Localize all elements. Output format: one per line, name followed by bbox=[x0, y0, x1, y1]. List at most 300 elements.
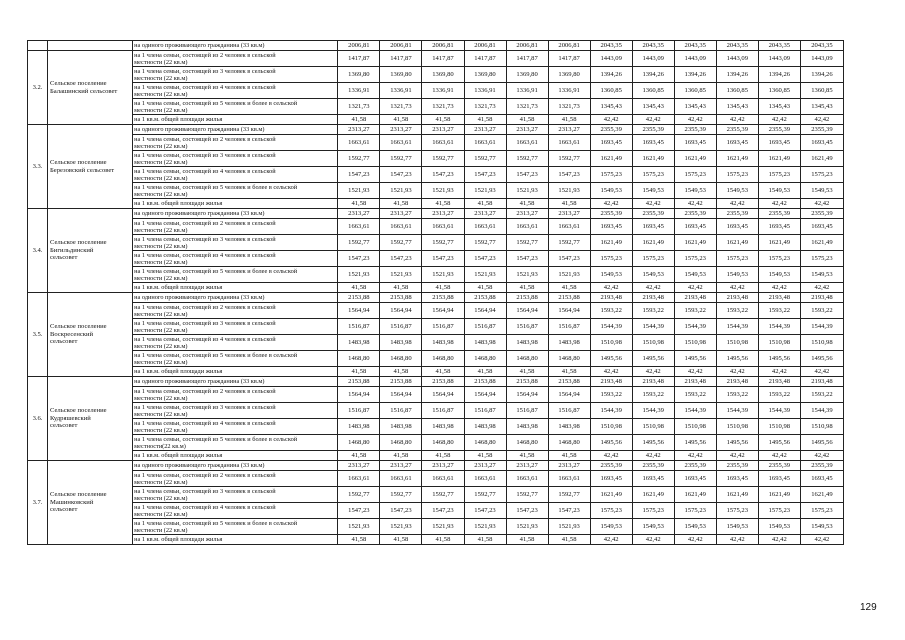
value-cell: 1592,77 bbox=[548, 151, 590, 167]
value-cell: 1693,45 bbox=[758, 219, 800, 235]
value-cell: 1592,77 bbox=[422, 487, 464, 503]
value-cell: 1468,80 bbox=[464, 435, 506, 451]
value-cell: 1521,93 bbox=[506, 267, 548, 283]
table-row bbox=[28, 451, 844, 461]
table-row bbox=[28, 99, 844, 115]
value-cell: 2355,39 bbox=[632, 461, 674, 471]
value-cell: 41,58 bbox=[422, 115, 464, 125]
row-description-line: на 1 кв.м. общей площади жилья bbox=[134, 116, 223, 123]
table-row bbox=[28, 167, 844, 183]
value-cell: 1547,23 bbox=[338, 503, 380, 519]
value-cell: 1549,53 bbox=[758, 183, 800, 199]
table-row bbox=[28, 351, 844, 367]
value-cell: 1693,45 bbox=[758, 471, 800, 487]
value-cell: 1443,09 bbox=[590, 51, 632, 67]
value-cell: 1575,23 bbox=[632, 167, 674, 183]
value-cell: 1417,87 bbox=[464, 51, 506, 67]
value-cell: 1575,23 bbox=[758, 167, 800, 183]
value-cell: 1516,87 bbox=[380, 319, 422, 335]
value-cell: 1495,56 bbox=[758, 351, 800, 367]
row-description-line: на 1 члена семьи, состоящей из 5 человек и более в сельской bbox=[134, 183, 298, 191]
value-cell: 2153,88 bbox=[464, 293, 506, 303]
value-cell: 2153,88 bbox=[338, 377, 380, 387]
value-cell: 41,58 bbox=[422, 199, 464, 209]
value-cell: 1360,85 bbox=[632, 83, 674, 99]
value-cell: 1593,22 bbox=[632, 303, 674, 319]
value-cell: 41,58 bbox=[464, 367, 506, 377]
row-description-line: на 1 кв.м. общей площади жилья bbox=[134, 200, 223, 207]
value-cell: 1592,77 bbox=[464, 235, 506, 251]
value-cell: 41,58 bbox=[380, 283, 422, 293]
value-cell: 1663,61 bbox=[548, 471, 590, 487]
value-cell: 1592,77 bbox=[464, 487, 506, 503]
value-cell: 1547,23 bbox=[464, 503, 506, 519]
value-cell: 1321,73 bbox=[338, 99, 380, 115]
value-cell: 2153,88 bbox=[464, 377, 506, 387]
value-cell: 42,42 bbox=[716, 115, 758, 125]
value-cell: 1345,43 bbox=[632, 99, 674, 115]
row-description-line: местности (22 кв.м) bbox=[134, 190, 188, 198]
value-cell: 1547,23 bbox=[548, 167, 590, 183]
value-cell: 1663,61 bbox=[464, 135, 506, 151]
value-cell: 1549,53 bbox=[674, 183, 716, 199]
value-cell: 1663,61 bbox=[338, 135, 380, 151]
value-cell: 1521,93 bbox=[380, 267, 422, 283]
row-description-line: на 1 члена семьи, состоящей из 3 человек в сельской bbox=[134, 319, 276, 327]
value-cell: 1394,26 bbox=[758, 67, 800, 83]
value-cell: 42,42 bbox=[716, 199, 758, 209]
value-cell: 2193,48 bbox=[590, 293, 632, 303]
value-cell: 42,42 bbox=[758, 367, 800, 377]
table-row bbox=[28, 471, 844, 487]
value-cell: 42,42 bbox=[632, 283, 674, 293]
value-cell: 2043,35 bbox=[800, 41, 843, 51]
value-cell: 2006,81 bbox=[548, 41, 590, 51]
value-cell: 1468,80 bbox=[464, 351, 506, 367]
value-cell: 42,42 bbox=[674, 451, 716, 461]
value-cell: 1547,23 bbox=[506, 167, 548, 183]
value-cell: 1468,80 bbox=[380, 435, 422, 451]
value-cell: 1549,53 bbox=[716, 267, 758, 283]
value-cell: 2313,27 bbox=[338, 209, 380, 219]
value-cell: 1483,98 bbox=[548, 419, 590, 435]
value-cell: 41,58 bbox=[506, 283, 548, 293]
value-cell: 1417,87 bbox=[548, 51, 590, 67]
row-description-line: местности (22 кв.м) bbox=[134, 58, 188, 66]
section-code: 3.3. bbox=[28, 125, 48, 209]
value-cell: 1593,22 bbox=[716, 387, 758, 403]
value-cell: 2153,88 bbox=[548, 377, 590, 387]
value-cell: 1564,94 bbox=[380, 387, 422, 403]
value-cell: 2355,39 bbox=[800, 209, 843, 219]
row-description-line: на 1 члена семьи, состоящей из 4 человек в сельской bbox=[134, 503, 276, 511]
section-name-line: сельсовет bbox=[50, 254, 78, 262]
value-cell: 1663,61 bbox=[422, 135, 464, 151]
value-cell: 1495,56 bbox=[590, 435, 632, 451]
value-cell: 1483,98 bbox=[506, 419, 548, 435]
value-cell: 1495,56 bbox=[758, 435, 800, 451]
value-cell: 42,42 bbox=[800, 451, 843, 461]
value-cell: 1360,85 bbox=[716, 83, 758, 99]
value-cell: 1592,77 bbox=[506, 487, 548, 503]
value-cell: 1693,45 bbox=[590, 219, 632, 235]
value-cell: 42,42 bbox=[800, 115, 843, 125]
value-cell: 41,58 bbox=[548, 451, 590, 461]
row-description-line: местности (22 кв.м) bbox=[134, 174, 188, 182]
table-row bbox=[28, 125, 844, 135]
value-cell: 1547,23 bbox=[422, 167, 464, 183]
value-cell: 1693,45 bbox=[632, 135, 674, 151]
value-cell: 1521,93 bbox=[548, 267, 590, 283]
value-cell: 1547,23 bbox=[464, 167, 506, 183]
row-description bbox=[133, 303, 338, 319]
row-description bbox=[133, 51, 338, 67]
value-cell: 1521,93 bbox=[380, 183, 422, 199]
value-cell: 1336,91 bbox=[422, 83, 464, 99]
value-cell: 2355,39 bbox=[674, 461, 716, 471]
value-cell: 1663,61 bbox=[506, 219, 548, 235]
value-cell: 1621,49 bbox=[674, 487, 716, 503]
value-cell: 1345,43 bbox=[716, 99, 758, 115]
row-description-line: местности (22 кв.м) bbox=[134, 410, 188, 418]
row-description-line: на 1 члена семьи, состоящей из 3 человек в сельской bbox=[134, 67, 276, 75]
value-cell: 2193,48 bbox=[800, 377, 843, 387]
row-description-line: на 1 члена семьи, состоящей из 3 человек в сельской bbox=[134, 235, 276, 243]
row-description-line: на 1 члена семьи, состоящей из 5 человек и более в сельской bbox=[134, 351, 298, 359]
value-cell: 1369,80 bbox=[422, 67, 464, 83]
value-cell: 2313,27 bbox=[338, 461, 380, 471]
value-cell: 1549,53 bbox=[716, 519, 758, 535]
row-description bbox=[133, 219, 338, 235]
value-cell: 1516,87 bbox=[548, 403, 590, 419]
value-cell: 1483,98 bbox=[338, 419, 380, 435]
row-description-line: на 1 кв.м. общей площади жилья bbox=[134, 536, 223, 543]
value-cell: 1693,45 bbox=[674, 219, 716, 235]
value-cell: 2355,39 bbox=[716, 461, 758, 471]
value-cell: 2355,39 bbox=[758, 461, 800, 471]
value-cell: 42,42 bbox=[590, 283, 632, 293]
value-cell: 1547,23 bbox=[506, 251, 548, 267]
table-row bbox=[28, 387, 844, 403]
value-cell: 42,42 bbox=[758, 451, 800, 461]
value-cell: 1417,87 bbox=[422, 51, 464, 67]
value-cell: 41,58 bbox=[380, 451, 422, 461]
row-description-line: местности (22 кв.м) bbox=[134, 526, 188, 534]
value-cell: 1516,87 bbox=[464, 319, 506, 335]
value-cell: 2313,27 bbox=[380, 461, 422, 471]
value-cell: 1549,53 bbox=[674, 519, 716, 535]
value-cell: 2193,48 bbox=[716, 377, 758, 387]
value-cell: 2006,81 bbox=[506, 41, 548, 51]
value-cell: 1510,98 bbox=[800, 419, 843, 435]
row-description bbox=[133, 167, 338, 183]
value-cell: 1564,94 bbox=[422, 387, 464, 403]
row-description-line: на 1 члена семьи, состоящей из 4 человек в сельской bbox=[134, 335, 276, 343]
table-row bbox=[28, 209, 844, 219]
value-cell: 1663,61 bbox=[506, 471, 548, 487]
value-cell: 1663,61 bbox=[338, 471, 380, 487]
row-description bbox=[133, 115, 338, 125]
value-cell: 42,42 bbox=[716, 535, 758, 545]
section-name bbox=[48, 293, 133, 377]
value-cell: 1575,23 bbox=[632, 503, 674, 519]
value-cell: 41,58 bbox=[338, 367, 380, 377]
value-cell: 1369,80 bbox=[548, 67, 590, 83]
value-cell: 1544,39 bbox=[674, 319, 716, 335]
row-description-line: на 1 члена семьи, состоящей из 2 человек в сельской bbox=[134, 135, 276, 143]
value-cell: 1443,09 bbox=[800, 51, 843, 67]
value-cell: 1549,53 bbox=[590, 519, 632, 535]
value-cell: 41,58 bbox=[506, 367, 548, 377]
value-cell: 2313,27 bbox=[548, 209, 590, 219]
row-description bbox=[133, 199, 338, 209]
value-cell: 2153,88 bbox=[506, 377, 548, 387]
value-cell: 1663,61 bbox=[422, 471, 464, 487]
value-cell: 1621,49 bbox=[632, 151, 674, 167]
section-name-line: сельсовет bbox=[50, 506, 78, 514]
value-cell: 1693,45 bbox=[590, 471, 632, 487]
value-cell: 1544,39 bbox=[716, 403, 758, 419]
row-description-line: на 1 члена семьи, состоящей из 4 человек в сельской bbox=[134, 419, 276, 427]
table-row bbox=[28, 283, 844, 293]
value-cell: 42,42 bbox=[716, 367, 758, 377]
value-cell: 1549,53 bbox=[632, 519, 674, 535]
value-cell: 1663,61 bbox=[548, 135, 590, 151]
value-cell: 1544,39 bbox=[632, 319, 674, 335]
value-cell: 1575,23 bbox=[758, 251, 800, 267]
value-cell: 1592,77 bbox=[380, 235, 422, 251]
value-cell: 1549,53 bbox=[758, 519, 800, 535]
value-cell: 1592,77 bbox=[338, 487, 380, 503]
value-cell: 1547,23 bbox=[548, 251, 590, 267]
value-cell: 2193,48 bbox=[758, 377, 800, 387]
value-cell: 1621,49 bbox=[716, 487, 758, 503]
value-cell: 2193,48 bbox=[674, 377, 716, 387]
value-cell: 1510,98 bbox=[716, 335, 758, 351]
row-description bbox=[133, 535, 338, 545]
value-cell: 1575,23 bbox=[716, 503, 758, 519]
value-cell: 42,42 bbox=[632, 199, 674, 209]
section-name-line: Бигильдинский bbox=[50, 246, 94, 254]
row-description-line: на 1 члена семьи, состоящей из 2 человек в сельской bbox=[134, 471, 276, 479]
value-cell: 42,42 bbox=[800, 199, 843, 209]
value-cell: 42,42 bbox=[800, 367, 843, 377]
value-cell: 1521,93 bbox=[422, 183, 464, 199]
value-cell: 2355,39 bbox=[674, 125, 716, 135]
value-cell: 1592,77 bbox=[464, 151, 506, 167]
value-cell: 2355,39 bbox=[800, 125, 843, 135]
value-cell: 41,58 bbox=[338, 451, 380, 461]
value-cell: 2153,88 bbox=[422, 293, 464, 303]
value-cell: 41,58 bbox=[506, 451, 548, 461]
value-cell: 1394,26 bbox=[632, 67, 674, 83]
value-cell: 1592,77 bbox=[338, 151, 380, 167]
value-cell: 1621,49 bbox=[758, 235, 800, 251]
value-cell: 2313,27 bbox=[464, 125, 506, 135]
section-name-line: Машинковский bbox=[50, 498, 94, 506]
value-cell: 2313,27 bbox=[548, 125, 590, 135]
value-cell: 1693,45 bbox=[800, 135, 843, 151]
value-cell: 1345,43 bbox=[674, 99, 716, 115]
value-cell: 2043,35 bbox=[674, 41, 716, 51]
value-cell: 1510,98 bbox=[590, 335, 632, 351]
value-cell: 1510,98 bbox=[674, 335, 716, 351]
value-cell: 2043,35 bbox=[590, 41, 632, 51]
value-cell: 1516,87 bbox=[338, 319, 380, 335]
row-description-line: местности (22 кв.м) bbox=[134, 74, 188, 82]
value-cell: 41,58 bbox=[506, 115, 548, 125]
value-cell: 2355,39 bbox=[590, 209, 632, 219]
value-cell: 2193,48 bbox=[674, 293, 716, 303]
value-cell: 42,42 bbox=[674, 115, 716, 125]
value-cell: 1575,23 bbox=[800, 503, 843, 519]
section-name bbox=[48, 51, 133, 125]
value-cell: 1593,22 bbox=[590, 387, 632, 403]
value-cell: 1575,23 bbox=[674, 167, 716, 183]
value-cell: 1321,73 bbox=[380, 99, 422, 115]
row-description-line: местности (22 кв.м) bbox=[134, 226, 188, 234]
value-cell: 1443,09 bbox=[632, 51, 674, 67]
value-cell: 2153,88 bbox=[380, 293, 422, 303]
value-cell: 1592,77 bbox=[548, 235, 590, 251]
value-cell: 1495,56 bbox=[590, 351, 632, 367]
value-cell: 1521,93 bbox=[464, 519, 506, 535]
value-cell: 1547,23 bbox=[338, 251, 380, 267]
value-cell: 41,58 bbox=[464, 451, 506, 461]
section-name-line: Кудряшевский bbox=[50, 414, 91, 422]
value-cell: 1549,53 bbox=[716, 183, 758, 199]
row-description bbox=[133, 487, 338, 503]
value-cell: 1549,53 bbox=[590, 267, 632, 283]
value-cell: 1592,77 bbox=[422, 151, 464, 167]
value-cell: 1593,22 bbox=[674, 387, 716, 403]
value-cell: 1483,98 bbox=[464, 335, 506, 351]
value-cell: 42,42 bbox=[758, 535, 800, 545]
value-cell: 2355,39 bbox=[632, 125, 674, 135]
value-cell: 1495,56 bbox=[716, 351, 758, 367]
row-description-line: местности (22 кв.м) bbox=[134, 242, 188, 250]
value-cell: 1483,98 bbox=[548, 335, 590, 351]
value-cell: 1516,87 bbox=[548, 319, 590, 335]
value-cell: 1547,23 bbox=[380, 503, 422, 519]
value-cell: 42,42 bbox=[800, 535, 843, 545]
value-cell: 41,58 bbox=[380, 367, 422, 377]
value-cell: 1621,49 bbox=[800, 235, 843, 251]
value-cell: 1510,98 bbox=[758, 335, 800, 351]
value-cell: 2006,81 bbox=[422, 41, 464, 51]
value-cell: 1621,49 bbox=[674, 151, 716, 167]
table-row bbox=[28, 319, 844, 335]
value-cell: 1510,98 bbox=[800, 335, 843, 351]
value-cell: 1663,61 bbox=[548, 219, 590, 235]
row-description-line: местности (22 кв.м) bbox=[134, 326, 188, 334]
value-cell: 1575,23 bbox=[590, 251, 632, 267]
value-cell: 41,58 bbox=[548, 115, 590, 125]
value-cell: 41,58 bbox=[338, 535, 380, 545]
value-cell: 41,58 bbox=[422, 451, 464, 461]
value-cell: 1394,26 bbox=[590, 67, 632, 83]
value-cell: 1549,53 bbox=[800, 183, 843, 199]
row-description bbox=[133, 125, 338, 135]
value-cell: 1516,87 bbox=[464, 403, 506, 419]
table-row bbox=[28, 303, 844, 319]
value-cell: 1544,39 bbox=[716, 319, 758, 335]
value-cell: 1544,39 bbox=[632, 403, 674, 419]
value-cell: 1564,94 bbox=[506, 387, 548, 403]
value-cell: 1360,85 bbox=[758, 83, 800, 99]
value-cell: 1544,39 bbox=[800, 403, 843, 419]
value-cell: 1549,53 bbox=[800, 519, 843, 535]
table-row bbox=[28, 235, 844, 251]
value-cell: 1544,39 bbox=[674, 403, 716, 419]
row-description bbox=[133, 135, 338, 151]
value-cell: 2043,35 bbox=[758, 41, 800, 51]
table-row bbox=[28, 151, 844, 167]
section-name-line: Балашинский сельсовет bbox=[50, 87, 118, 95]
value-cell: 1510,98 bbox=[674, 419, 716, 435]
value-cell: 41,58 bbox=[338, 115, 380, 125]
section-code: 3.7. bbox=[28, 461, 48, 545]
table-row bbox=[28, 503, 844, 519]
value-cell: 1663,61 bbox=[380, 219, 422, 235]
value-cell: 1417,87 bbox=[338, 51, 380, 67]
value-cell: 1321,73 bbox=[506, 99, 548, 115]
row-description bbox=[133, 235, 338, 251]
value-cell: 1468,80 bbox=[338, 351, 380, 367]
value-cell: 1521,93 bbox=[422, 519, 464, 535]
value-cell: 1521,93 bbox=[506, 519, 548, 535]
value-cell: 41,58 bbox=[548, 283, 590, 293]
value-cell: 2313,27 bbox=[506, 125, 548, 135]
row-description bbox=[133, 293, 338, 303]
value-cell: 2355,39 bbox=[632, 209, 674, 219]
value-cell: 41,58 bbox=[464, 199, 506, 209]
value-cell: 2313,27 bbox=[422, 209, 464, 219]
value-cell: 42,42 bbox=[590, 367, 632, 377]
value-cell: 1621,49 bbox=[632, 487, 674, 503]
value-cell: 1510,98 bbox=[716, 419, 758, 435]
value-cell: 41,58 bbox=[338, 199, 380, 209]
value-cell: 1621,49 bbox=[590, 151, 632, 167]
row-description bbox=[133, 519, 338, 535]
value-cell: 1468,80 bbox=[380, 351, 422, 367]
row-description-line: на 1 члена семьи, состоящей из 3 человек в сельской bbox=[134, 487, 276, 495]
section-name-line: Березовский сельсовет bbox=[50, 166, 115, 174]
row-description-line: на 1 члена семьи, состоящей из 2 человек в сельской bbox=[134, 51, 276, 59]
row-description-line: на 1 члена семьи, состоящей из 4 человек в сельской bbox=[134, 251, 276, 259]
value-cell: 1369,80 bbox=[338, 67, 380, 83]
value-cell: 1575,23 bbox=[716, 167, 758, 183]
value-cell: 1516,87 bbox=[422, 319, 464, 335]
value-cell: 1495,56 bbox=[674, 351, 716, 367]
value-cell: 1575,23 bbox=[800, 251, 843, 267]
value-cell: 1564,94 bbox=[548, 387, 590, 403]
value-cell: 41,58 bbox=[380, 115, 422, 125]
section-name-line: Воскресенский bbox=[50, 330, 94, 338]
value-cell: 1593,22 bbox=[758, 303, 800, 319]
value-cell: 1593,22 bbox=[590, 303, 632, 319]
value-cell: 1575,23 bbox=[758, 503, 800, 519]
value-cell: 1592,77 bbox=[506, 151, 548, 167]
value-cell: 1468,80 bbox=[422, 435, 464, 451]
value-cell: 1521,93 bbox=[506, 183, 548, 199]
value-cell: 42,42 bbox=[632, 115, 674, 125]
value-cell: 1483,98 bbox=[506, 335, 548, 351]
value-cell: 41,58 bbox=[380, 199, 422, 209]
table-row bbox=[28, 435, 844, 451]
value-cell: 1693,45 bbox=[758, 135, 800, 151]
row-description-line: местности(22 кв.м) bbox=[134, 442, 186, 450]
